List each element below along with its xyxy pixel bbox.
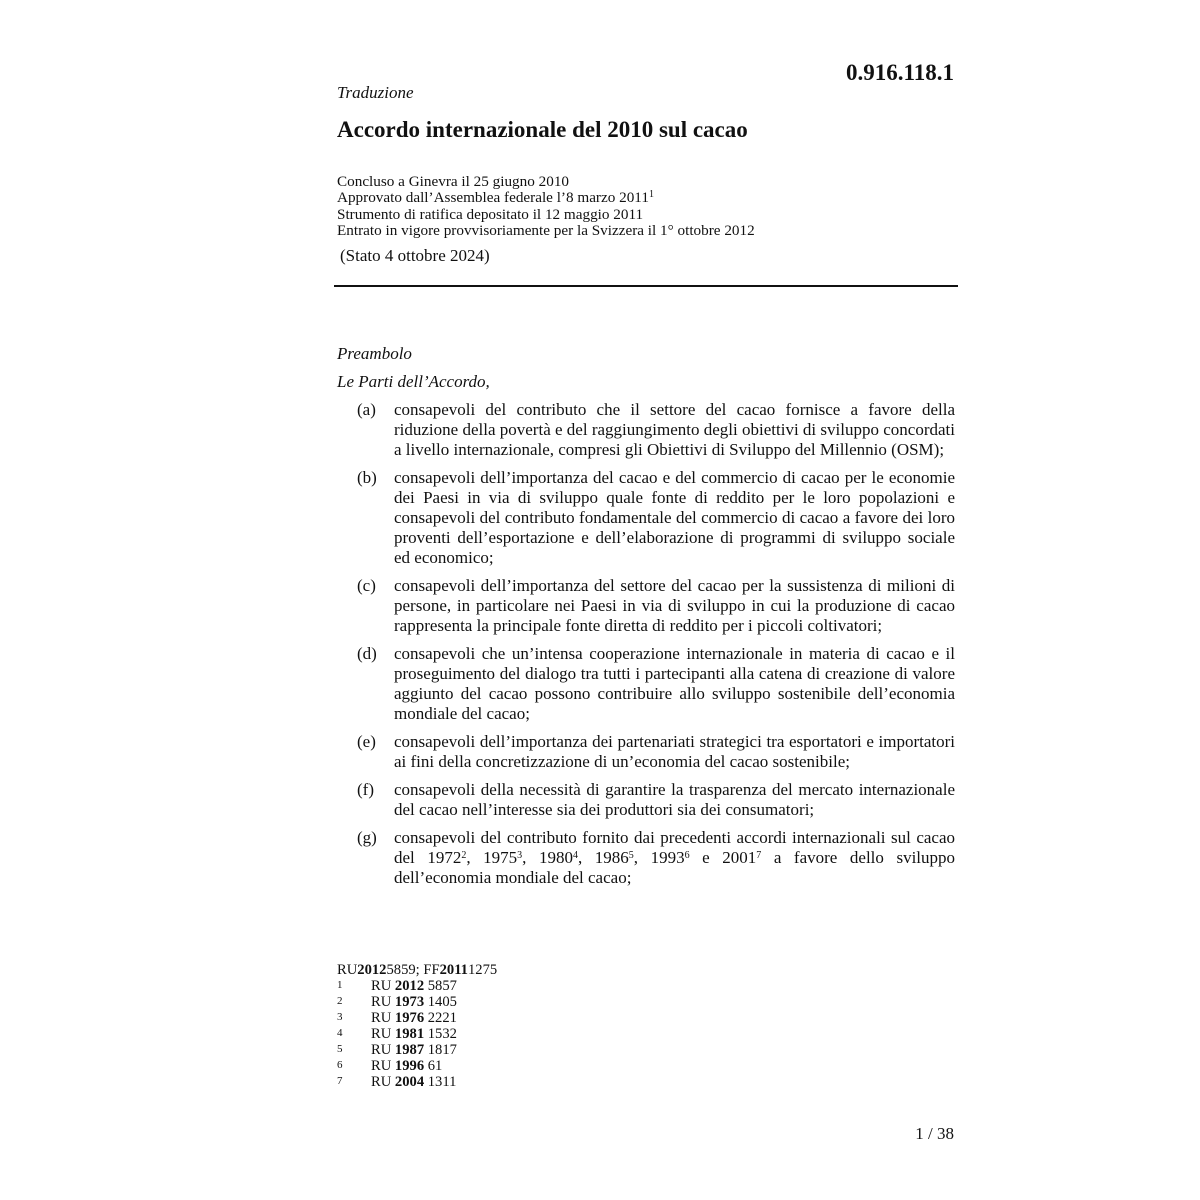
footnote-text: RU 1987 1817: [371, 1042, 457, 1058]
footnote-ref[interactable]: 2: [461, 850, 467, 861]
footnote-text: RU 2004 1311: [371, 1074, 457, 1090]
preamble-item-c: [357, 576, 955, 636]
sr-number: 0.916.118.1: [846, 60, 954, 85]
preamble-item-e: [357, 732, 955, 772]
header-divider: [334, 285, 958, 287]
agreement-year: 1980: [538, 848, 573, 867]
footnote-ref[interactable]: 1: [648, 189, 654, 201]
source-year: 2011: [439, 962, 468, 978]
page-number: 1 / 38: [915, 1124, 954, 1143]
footnote-number: 7: [337, 1075, 343, 1087]
approved-text: Approvato dall’Assemblea federale l’8 marzo 2011: [337, 189, 649, 207]
footnote-text: RU 1996 61: [371, 1058, 443, 1074]
item-text: consapevoli dell’importanza del settore del cacao per la sussistenza di milioni di persone, in particolare nei Paesi in via di sviluppo in cui la produzione di cacao rappresenta la principale fonte diretta di reddito per i piccoli coltivatori;: [394, 576, 955, 635]
year-separator: ,: [522, 848, 539, 867]
entry-into-force-line: Entrato in vigore provvisoriamente per la Svizzera il 1° ottobre 2012: [337, 222, 755, 240]
footnote-row: [337, 1026, 497, 1042]
source-middle: 5859; FF: [386, 962, 440, 978]
footnote-number: 3: [337, 1011, 343, 1023]
year-with-footnote: [595, 848, 651, 867]
item-letter: (a): [357, 400, 376, 419]
footnote-number: 6: [337, 1059, 343, 1071]
translation-label: Traduzione: [337, 83, 414, 102]
footnote-row: [337, 1074, 497, 1090]
footnote-number: 5: [337, 1043, 343, 1055]
source-end: 1275: [467, 962, 498, 978]
item-text: consapevoli della necessità di garantire la trasparenza del mercato internazionale del cacao nell’interesse sia dei produttori sia dei consumatori;: [394, 780, 955, 819]
year-with-footnote: [722, 848, 761, 867]
document-title: Accordo internazionale del 2010 sul cacao: [337, 117, 748, 142]
source-year: 2012: [357, 962, 387, 978]
footnote-row: [337, 1042, 497, 1058]
year-separator: ,: [577, 848, 595, 867]
preamble-item-f: [357, 780, 955, 820]
item-text: consapevoli del contributo che il settore del cacao fornisce a favore della riduzione della povertà e del raggiungimento degli obiettivi di sviluppo concordati a livello internazionale, compresi gli Obiettivi di Sviluppo del Millennio (OSM);: [394, 400, 955, 459]
approved-line: [337, 190, 755, 206]
concluded-line: Concluso a Ginevra il 25 giugno 2010: [337, 173, 570, 190]
footnote-ref[interactable]: 5: [628, 850, 634, 861]
source-reference: [337, 962, 497, 978]
footnote-text: RU 1973 1405: [371, 994, 457, 1010]
year-separator: ,: [633, 848, 651, 867]
item-letter: (e): [357, 732, 376, 751]
preamble-item-d: [357, 644, 955, 724]
footnote-number: 1: [337, 979, 343, 991]
agreement-year: 2001: [722, 848, 757, 867]
item-text: consapevoli che un’intensa cooperazione internazionale in materia di cacao e il proseguimento del dialogo tra tutti i partecipanti alla catena di creazione di valore aggiunto del cacao possono contribuire allo sviluppo sostenibile dell’economia mondiale del cacao;: [394, 644, 955, 723]
parties-line: Le Parti dell’Accordo,: [337, 372, 490, 391]
item-text: [394, 828, 955, 888]
item-g-text-end: a favore dello sviluppo dell’economia mondiale del cacao;: [394, 848, 956, 887]
preamble-items: [357, 400, 955, 896]
footnote-number: 2: [337, 995, 343, 1007]
item-letter: (d): [357, 644, 377, 663]
agreement-year: 1972: [427, 848, 462, 867]
footnote-text: RU 2012 5857: [371, 978, 457, 994]
preamble-heading: Preambolo: [337, 344, 412, 363]
footnotes: [337, 962, 497, 1090]
source-prefix: RU: [337, 962, 358, 978]
year-separator: e: [689, 848, 723, 867]
footnote-row: [337, 978, 497, 994]
document-metadata: [337, 174, 755, 240]
year-separator: ,: [466, 848, 484, 867]
agreement-year: 1993: [650, 848, 685, 867]
footnote-ref[interactable]: 7: [756, 850, 762, 861]
year-with-footnote: [539, 848, 595, 867]
footnote-row: [337, 1058, 497, 1074]
item-text: consapevoli dell’importanza del cacao e del commercio di cacao per le economie dei Paesi in via di sviluppo quale fonte di reddito per le loro popolazioni e consapevoli del contributo fondamentale del commercio di cacao a favore dei loro proventi dell’esportazione e dell’elaborazione di programmi di sviluppo sociale ed economico;: [394, 468, 955, 567]
footnote-ref[interactable]: 3: [517, 850, 523, 861]
item-letter: (f): [357, 780, 374, 799]
item-g-text-start: consapevoli del contributo fornito dai precedenti accordi internazionali sul cacao del: [394, 828, 955, 867]
footnote-text: RU 1976 2221: [371, 1010, 457, 1026]
agreement-year: 1986: [594, 848, 629, 867]
item-letter: (b): [357, 468, 377, 487]
preamble-item-a: [357, 400, 955, 460]
year-with-footnote: [427, 848, 483, 867]
item-text: consapevoli dell’importanza dei partenariati strategici tra esportatori e importatori ai fini della concretizzazione di un’economia del cacao sostenibile;: [394, 732, 955, 771]
ratification-line: Strumento di ratifica depositato il 12 maggio 2011: [337, 205, 644, 223]
footnote-row: [337, 1010, 497, 1026]
footnote-ref[interactable]: 4: [572, 850, 578, 861]
item-letter: (g): [357, 828, 377, 847]
footnote-number: 4: [337, 1027, 343, 1039]
year-with-footnote: [483, 848, 539, 867]
status-date: (Stato 4 ottobre 2024): [340, 246, 490, 265]
preamble-item-g: [357, 828, 955, 888]
footnote-row: [337, 994, 497, 1010]
footnote-text: RU 1981 1532: [371, 1026, 457, 1042]
item-letter: (c): [357, 576, 376, 595]
preamble-item-b: [357, 468, 955, 568]
year-with-footnote: [651, 848, 723, 867]
agreement-year: 1975: [483, 848, 518, 867]
footnote-ref[interactable]: 6: [684, 850, 690, 861]
